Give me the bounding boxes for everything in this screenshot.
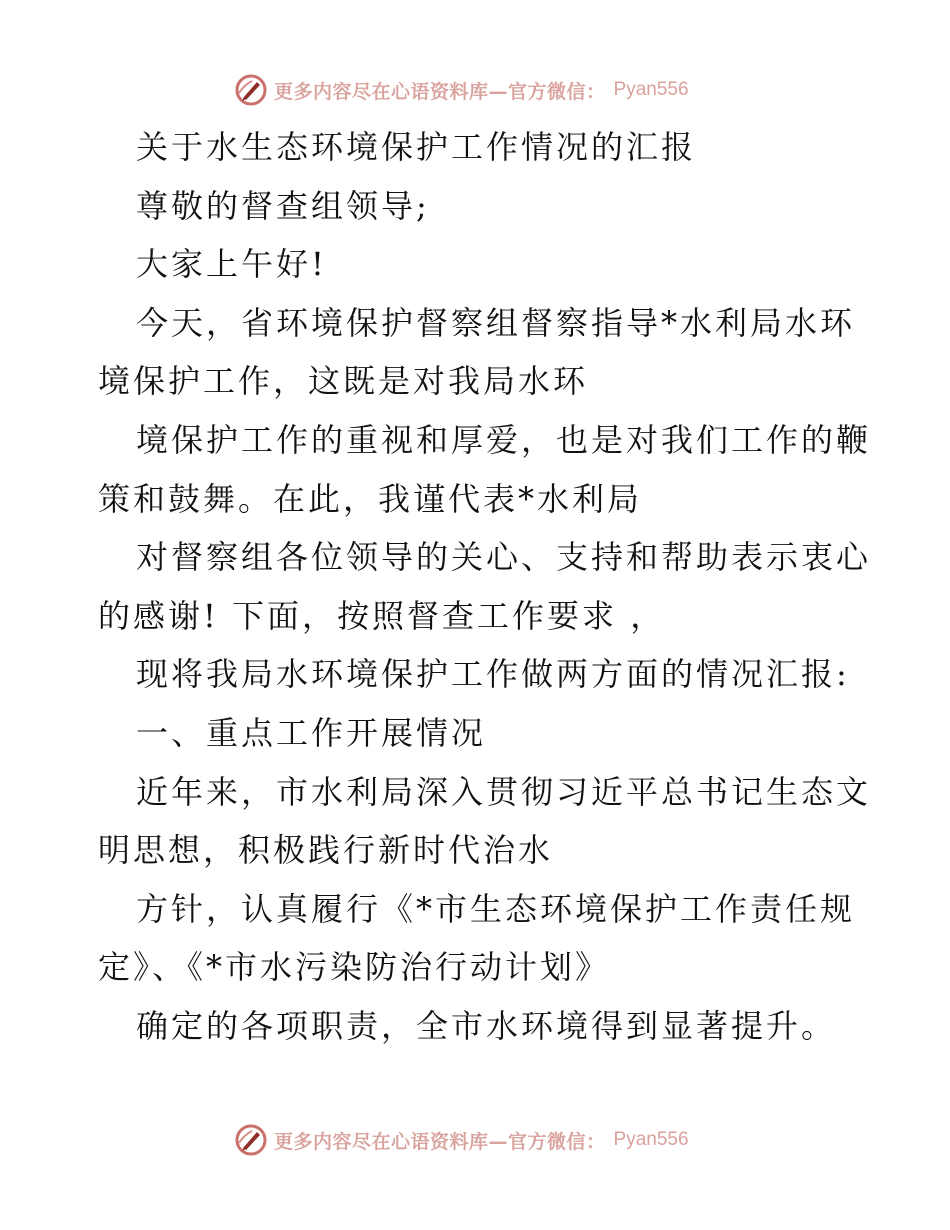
document-line: 境保护工作，这既是对我局水环 bbox=[98, 362, 589, 401]
document-line: 明思想，积极践行新时代治水 bbox=[98, 831, 554, 870]
document-line: 近年来，市水利局深入贯彻习近平总书记生态文 bbox=[136, 772, 872, 811]
document-line: 的感谢! 下面，按照督查工作要求 ， bbox=[98, 596, 666, 635]
document-line: 今天，省环境保护督察组督察指导*水利局水环 bbox=[136, 303, 856, 342]
banner-wechat-id: Pyan556 bbox=[613, 1129, 689, 1150]
document-line: 一、重点工作开展情况 bbox=[136, 713, 487, 752]
document-line: 对督察组各位领导的关心、支持和帮助表示衷心 bbox=[136, 538, 872, 577]
header-banner bbox=[234, 72, 689, 108]
banner-text: 更多内容尽在心语资料库—官方微信： bbox=[274, 1130, 606, 1153]
document-line: 尊敬的督查组领导; bbox=[136, 186, 430, 225]
document-line: 境保护工作的重视和厚爱，也是对我们工作的鞭 bbox=[136, 420, 872, 459]
document-line: 策和鼓舞。在此，我谨代表*水利局 bbox=[98, 479, 643, 518]
document-line: 现将我局水环境保护工作做两方面的情况汇报: bbox=[136, 655, 850, 694]
banner-text: 更多内容尽在心语资料库—官方微信： bbox=[274, 80, 606, 103]
document-line: 关于水生态环境保护工作情况的汇报 bbox=[136, 128, 697, 166]
document-line: 大家上午好! bbox=[136, 245, 327, 284]
footer-banner bbox=[234, 1122, 689, 1158]
quill-pen-logo-icon bbox=[234, 1123, 268, 1157]
document-line: 确定的各项职责，全市水环境得到显著提升。 bbox=[136, 1006, 837, 1045]
document-line: 方针，认真履行《*市生态环境保护工作责任规 bbox=[136, 889, 856, 928]
quill-pen-logo-icon bbox=[234, 73, 268, 107]
document-body bbox=[98, 118, 872, 1056]
document-line: 定》、《*市水污染防治行动计划》 bbox=[98, 948, 611, 987]
banner-wechat-id: Pyan556 bbox=[613, 79, 689, 100]
